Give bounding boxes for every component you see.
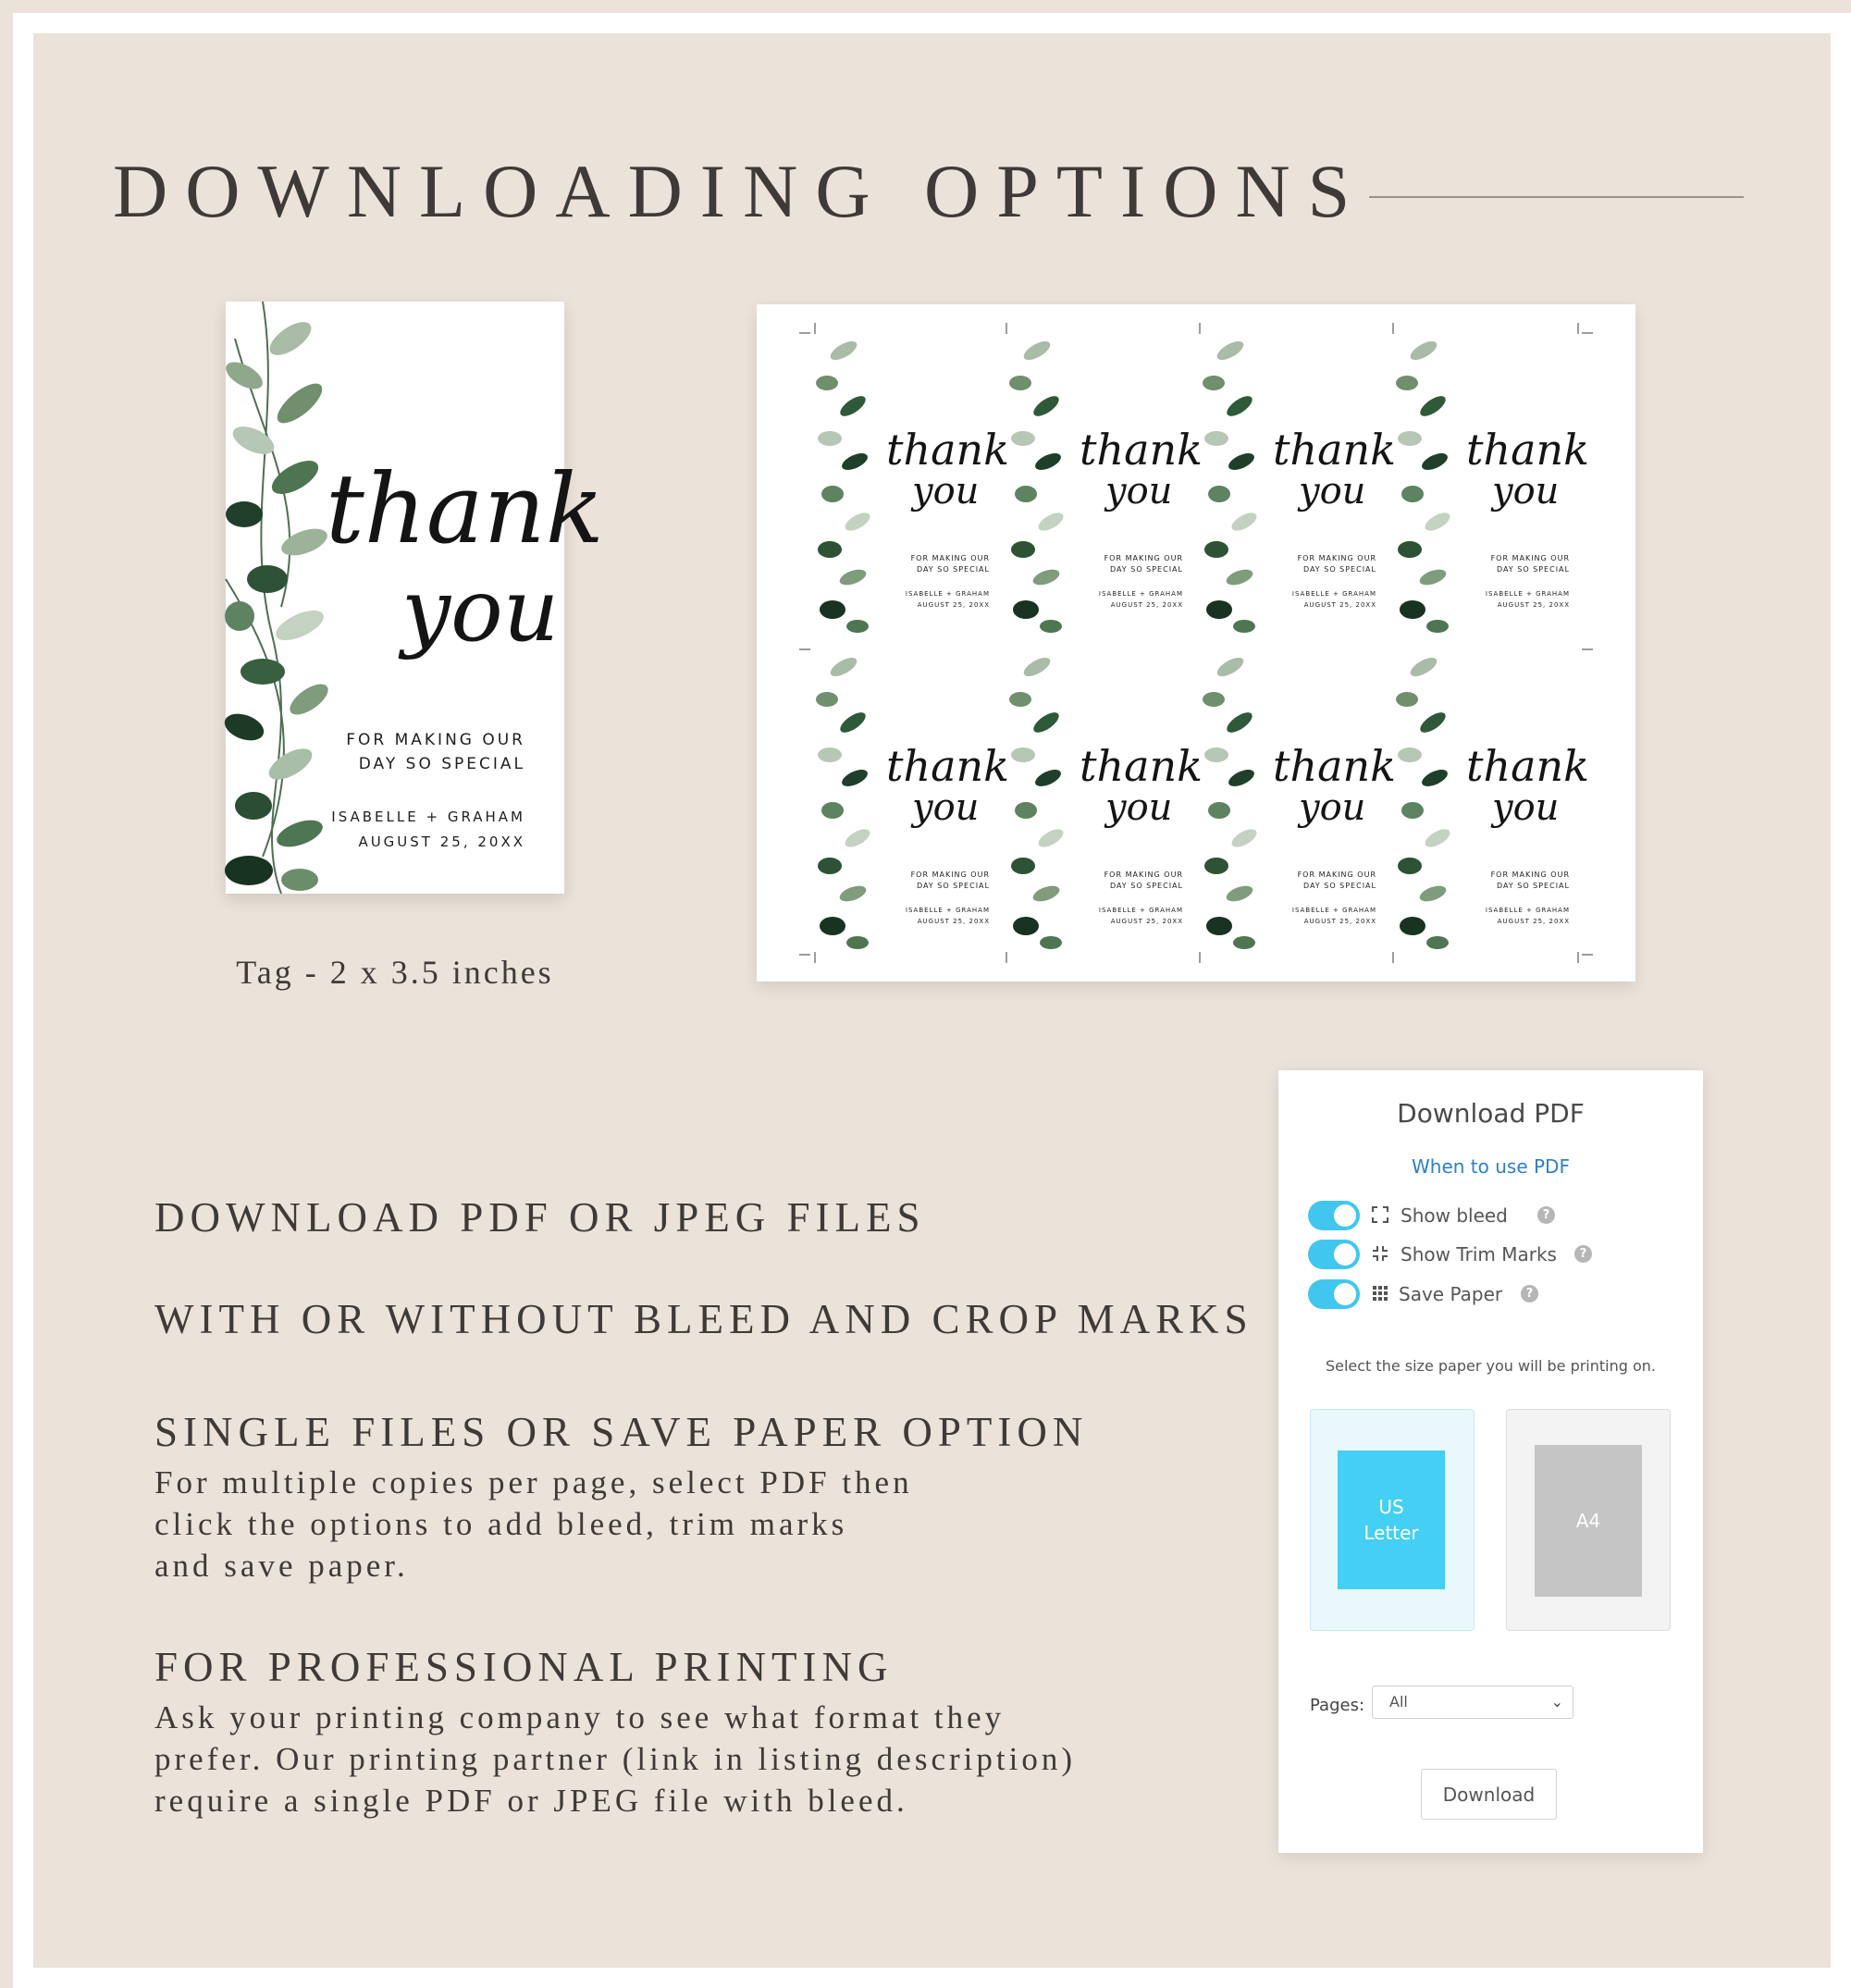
tag-size-caption: Tag - 2 x 3.5 inches <box>236 954 554 991</box>
mini-tag <box>816 648 1010 954</box>
crop-mark <box>1006 952 1007 963</box>
tag-names: ISABELLE + GRAHAM <box>331 809 525 825</box>
paper-option-a4[interactable] <box>1506 1409 1671 1631</box>
tag-date: AUGUST 25, 20XX <box>1497 918 1570 925</box>
option-save-paper <box>1308 1278 1586 1312</box>
crop-mark <box>1582 332 1593 334</box>
toggle-knob <box>1334 1243 1356 1266</box>
crop-mark <box>1577 323 1579 334</box>
tag-subtitle-line2: DAY SO SPECIAL <box>1302 565 1376 574</box>
mini-tag <box>1009 332 1203 637</box>
tag-names: ISABELLE + GRAHAM <box>1098 907 1183 914</box>
pages-select[interactable] <box>1372 1685 1573 1719</box>
bleed-icon <box>1371 1205 1389 1224</box>
tag-names: ISABELLE + GRAHAM <box>1291 590 1376 598</box>
tag-subtitle-line1: FOR MAKING OUR <box>346 731 525 749</box>
tag-subtitle-line1: FOR MAKING OUR <box>1104 554 1183 562</box>
tag-script-thank: thank <box>1080 741 1203 791</box>
tag-subtitle-line1: FOR MAKING OUR <box>910 554 990 562</box>
section-body-save-paper-line3: and save paper. <box>154 1548 409 1584</box>
tag-date: AUGUST 25, 20XX <box>1303 601 1376 609</box>
save-paper-toggle[interactable] <box>1308 1279 1360 1309</box>
tag-subtitle-line1: FOR MAKING OUR <box>1297 554 1376 562</box>
tag-script-thank: thank <box>886 741 1010 791</box>
chevron-down-icon: ⌄ <box>1550 1693 1563 1710</box>
tag-script-thank: thank <box>1466 741 1590 791</box>
crop-mark <box>1582 648 1593 650</box>
tag-script-you: you <box>1492 786 1560 829</box>
pages-label: Pages: <box>1310 1696 1365 1715</box>
crop-mark <box>1199 952 1201 963</box>
tag-date: AUGUST 25, 20XX <box>1497 601 1570 609</box>
tag-date: AUGUST 25, 20XX <box>917 601 990 609</box>
us-letter-label-line1: US <box>1378 1496 1404 1518</box>
mini-tag <box>1396 332 1590 637</box>
crop-mark <box>814 952 816 963</box>
tag-script-you: you <box>912 470 980 512</box>
toggle-knob <box>1334 1204 1356 1227</box>
us-letter-label-line2: Letter <box>1364 1522 1419 1544</box>
crop-mark <box>1199 323 1201 334</box>
tag-date: AUGUST 25, 20XX <box>1303 918 1376 925</box>
show-trim-marks-label: Show Trim Marks <box>1401 1243 1557 1266</box>
eucalyptus-leaves-illustration <box>226 302 346 894</box>
section-body-save-paper-line2: click the options to add bleed, trim marks <box>154 1506 848 1542</box>
page-heading: DOWNLOADING OPTIONS <box>113 149 1368 233</box>
tag-script-you: you <box>401 561 560 661</box>
heading-divider <box>1369 196 1744 198</box>
tag-names: ISABELLE + GRAHAM <box>905 907 990 914</box>
tag-subtitle-line2: DAY SO SPECIAL <box>1109 565 1183 574</box>
option-show-trim-marks <box>1308 1239 1604 1272</box>
eucalyptus-leaves-illustration <box>1203 648 1267 954</box>
tag-subtitle-line1: FOR MAKING OUR <box>1297 871 1376 879</box>
when-to-use-pdf-link[interactable]: When to use PDF <box>1412 1155 1570 1178</box>
save-paper-label: Save Paper <box>1399 1283 1503 1305</box>
tag-script-you: you <box>1105 470 1173 512</box>
section-body-pro-line1: Ask your printing company to see what format they <box>154 1699 1006 1735</box>
tag-names: ISABELLE + GRAHAM <box>1098 590 1183 598</box>
tag-date: AUGUST 25, 20XX <box>917 918 990 925</box>
grid-icon <box>1371 1284 1389 1303</box>
help-icon[interactable]: ? <box>1537 1206 1555 1224</box>
tag-date: AUGUST 25, 20XX <box>358 833 525 850</box>
crop-mark <box>799 954 810 956</box>
tag-names: ISABELLE + GRAHAM <box>1485 590 1570 598</box>
tag-subtitle-line2: DAY SO SPECIAL <box>1109 882 1183 890</box>
tag-script-thank: thank <box>1273 425 1397 475</box>
show-bleed-label: Show bleed <box>1401 1204 1508 1227</box>
tag-script-you: you <box>1299 470 1366 512</box>
show-bleed-toggle[interactable] <box>1308 1201 1360 1230</box>
option-show-bleed <box>1308 1200 1586 1233</box>
tag-subtitle-line2: DAY SO SPECIAL <box>1302 882 1376 890</box>
help-icon[interactable]: ? <box>1521 1285 1538 1303</box>
help-icon[interactable]: ? <box>1574 1245 1592 1263</box>
tag-date: AUGUST 25, 20XX <box>1110 918 1183 925</box>
a4-label: A4 <box>1575 1510 1601 1532</box>
section-title-bleed-crop: WITH OR WITHOUT BLEED AND CROP MARKS <box>154 1296 1253 1342</box>
crop-mark <box>1577 952 1579 963</box>
section-body-pro-line3: require a single PDF or JPEG file with bleed. <box>154 1783 908 1819</box>
crop-mark <box>799 332 810 334</box>
tag-preview <box>226 302 604 894</box>
eucalyptus-leaves-illustration <box>1203 332 1267 637</box>
crop-mark <box>1392 952 1394 963</box>
eucalyptus-leaves-illustration <box>1396 648 1461 954</box>
eucalyptus-leaves-illustration <box>816 648 881 954</box>
mini-tag <box>1009 648 1203 954</box>
mini-tag <box>816 332 1010 637</box>
crop-mark <box>1582 954 1593 956</box>
tag-subtitle-line2: DAY SO SPECIAL <box>1496 565 1570 574</box>
panel-title: Download PDF <box>1397 1098 1585 1129</box>
tag-subtitle-line2: DAY SO SPECIAL <box>916 882 990 890</box>
tag-subtitle-line2: DAY SO SPECIAL <box>358 755 525 773</box>
tag-script-you: you <box>1105 786 1173 829</box>
tag-script-you: you <box>1492 470 1560 512</box>
print-sheet-preview <box>757 304 1635 982</box>
crop-mark <box>1392 323 1394 334</box>
a4-swatch <box>1535 1445 1642 1597</box>
tag-script-you: you <box>1299 786 1366 829</box>
section-title-save-paper: SINGLE FILES OR SAVE PAPER OPTION <box>154 1409 1089 1455</box>
tag-date: AUGUST 25, 20XX <box>1110 601 1183 609</box>
paper-size-instruction: Select the size paper you will be printing on. <box>1325 1357 1657 1375</box>
tag-names: ISABELLE + GRAHAM <box>1485 907 1570 914</box>
tag-subtitle-line1: FOR MAKING OUR <box>1104 871 1183 879</box>
section-title-professional-printing: FOR PROFESSIONAL PRINTING <box>154 1644 894 1690</box>
mini-tag <box>1203 648 1397 954</box>
tag-script-you: you <box>912 786 980 829</box>
paper-option-us-letter[interactable] <box>1310 1409 1475 1631</box>
toggle-knob <box>1334 1283 1356 1305</box>
tag-subtitle-line1: FOR MAKING OUR <box>1490 554 1570 562</box>
mini-tag <box>1203 332 1397 637</box>
tag-subtitle-line2: DAY SO SPECIAL <box>1496 882 1570 890</box>
eucalyptus-leaves-illustration <box>1396 332 1461 637</box>
crop-mark <box>1006 323 1007 334</box>
show-trim-marks-toggle[interactable] <box>1308 1240 1360 1269</box>
eucalyptus-leaves-illustration <box>1009 332 1074 637</box>
tag-subtitle-line1: FOR MAKING OUR <box>910 871 990 879</box>
tag-names: ISABELLE + GRAHAM <box>905 590 990 598</box>
download-button[interactable]: Download <box>1421 1769 1557 1820</box>
tag-subtitle-line1: FOR MAKING OUR <box>1490 871 1570 879</box>
tag-script-thank: thank <box>326 452 604 565</box>
eucalyptus-leaves-illustration <box>816 332 881 637</box>
tag-script-thank: thank <box>1080 425 1203 475</box>
section-body-save-paper-line1: For multiple copies per page, select PDF then <box>154 1464 913 1500</box>
eucalyptus-leaves-illustration <box>1009 648 1074 954</box>
pages-select-value: All <box>1389 1693 1408 1710</box>
tag-script-thank: thank <box>1466 425 1590 475</box>
tag-script-thank: thank <box>886 425 1010 475</box>
download-pdf-panel <box>1278 1070 1703 1853</box>
section-body-pro-line2: prefer. Our printing partner (link in listing description) <box>154 1741 1076 1777</box>
mini-tag <box>1396 648 1590 954</box>
section-title-download-formats: DOWNLOAD PDF OR JPEG FILES <box>154 1194 926 1241</box>
us-letter-swatch <box>1338 1451 1445 1589</box>
crop-mark <box>814 323 816 334</box>
tag-script-thank: thank <box>1273 741 1397 791</box>
tag-names: ISABELLE + GRAHAM <box>1291 907 1376 914</box>
crop-mark <box>799 648 810 650</box>
trim-marks-icon <box>1371 1244 1389 1263</box>
tag-subtitle-line2: DAY SO SPECIAL <box>916 565 990 574</box>
